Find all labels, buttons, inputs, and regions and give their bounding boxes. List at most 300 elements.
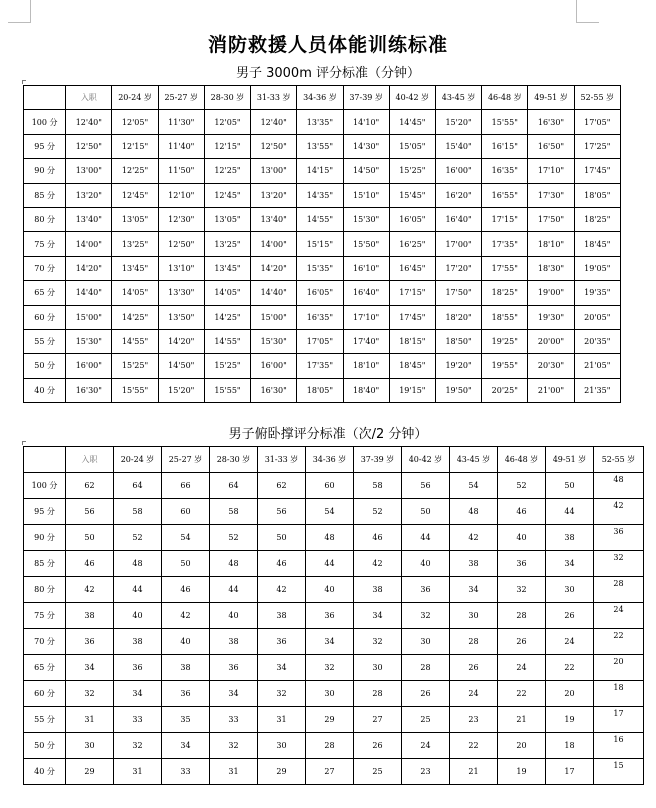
- table-cell: 16'20": [435, 183, 481, 207]
- table-cell: 58: [354, 473, 402, 499]
- pushup-score-table: [23, 446, 644, 785]
- table-cell: 40: [402, 551, 450, 577]
- row-score-label: 80 分: [24, 577, 66, 603]
- table-cell: 15'55": [482, 110, 528, 134]
- table-cell: 14'05": [112, 281, 158, 305]
- table-cell: 15: [594, 759, 644, 785]
- table-cell: 18'25": [482, 281, 528, 305]
- table-cell: 20'25": [482, 378, 528, 402]
- table-cell: 44: [114, 577, 162, 603]
- table-cell: 38: [162, 655, 210, 681]
- table-cell: 33: [114, 707, 162, 733]
- page-corner-mark-right: [576, 0, 599, 23]
- table-cell: 32: [66, 681, 114, 707]
- table-cell: 28: [354, 681, 402, 707]
- column-header-age-group: 25-27 岁: [162, 447, 210, 473]
- table-cell: 46: [66, 551, 114, 577]
- table-cell: 12'10": [158, 183, 204, 207]
- table-cell: 32: [306, 655, 354, 681]
- row-score-label: 95 分: [24, 134, 66, 158]
- column-header-intake: 入职: [66, 86, 112, 110]
- table-cell: 38: [210, 629, 258, 655]
- row-score-label: 50 分: [24, 354, 66, 378]
- table-cell: 30: [66, 733, 114, 759]
- table-row: [24, 499, 644, 525]
- table-cell: 15'45": [389, 183, 435, 207]
- table-cell: 27: [354, 707, 402, 733]
- table-cell: 12'45": [204, 183, 250, 207]
- row-score-label: 75 分: [24, 603, 66, 629]
- table-row: [24, 525, 644, 551]
- column-header-age-group: 25-27 岁: [158, 86, 204, 110]
- table-row: [24, 551, 644, 577]
- table-cell: 16'10": [343, 256, 389, 280]
- table-cell: 66: [162, 473, 210, 499]
- table-cell: 12'50": [251, 134, 297, 158]
- table-cell: 22: [594, 629, 644, 655]
- table-cell: 40: [498, 525, 546, 551]
- table-cell: 15'50": [343, 232, 389, 256]
- table-cell: 14'55": [112, 329, 158, 353]
- table-cell: 19'05": [574, 256, 620, 280]
- table-cell: 48: [306, 525, 354, 551]
- table-cell: 18: [594, 681, 644, 707]
- column-header-age-group: 40-42 岁: [389, 86, 435, 110]
- table-cell: 44: [306, 551, 354, 577]
- table-cell: 50: [546, 473, 594, 499]
- table-cell: 38: [450, 551, 498, 577]
- table-anchor-mark: [22, 80, 26, 84]
- table-cell: 14'15": [297, 159, 343, 183]
- table-cell: 12'50": [158, 232, 204, 256]
- table-cell: 31: [258, 707, 306, 733]
- table-cell: 16'30": [528, 110, 574, 134]
- table-cell: 24: [498, 655, 546, 681]
- table-cell: 13'35": [297, 110, 343, 134]
- table-cell: 11'50": [158, 159, 204, 183]
- column-header-age-group: 46-48 岁: [482, 86, 528, 110]
- table-cell: 16'40": [343, 281, 389, 305]
- table-cell: 13'55": [297, 134, 343, 158]
- table-cell: 14'20": [158, 329, 204, 353]
- table-cell: 24: [450, 681, 498, 707]
- column-header-age-group: 40-42 岁: [402, 447, 450, 473]
- table-cell: 48: [450, 499, 498, 525]
- table-cell: 13'40": [251, 207, 297, 231]
- table-row: [24, 354, 621, 378]
- table-cell: 32: [594, 551, 644, 577]
- table-cell: 12'40": [251, 110, 297, 134]
- table-cell: 33: [210, 707, 258, 733]
- row-score-label: 50 分: [24, 733, 66, 759]
- column-header-age-group: 43-45 岁: [435, 86, 481, 110]
- table-cell: 28: [306, 733, 354, 759]
- table-cell: 12'40": [66, 110, 112, 134]
- column-header-age-group: 49-51 岁: [528, 86, 574, 110]
- table-cell: 15'35": [297, 256, 343, 280]
- table-cell: 13'20": [66, 183, 112, 207]
- table-cell: 36: [594, 525, 644, 551]
- table-cell: 17'25": [574, 134, 620, 158]
- table-cell: 17'50": [435, 281, 481, 305]
- table-cell: 16'25": [389, 232, 435, 256]
- table-cell: 40: [306, 577, 354, 603]
- table-cell: 20: [594, 655, 644, 681]
- column-header-age-group: 34-36 岁: [297, 86, 343, 110]
- table-cell: 13'00": [251, 159, 297, 183]
- table-cell: 14'50": [158, 354, 204, 378]
- row-score-label: 55 分: [24, 707, 66, 733]
- column-header-age-group: 31-33 岁: [251, 86, 297, 110]
- table-cell: 17'05": [574, 110, 620, 134]
- table-cell: 17'15": [482, 207, 528, 231]
- table-cell: 42: [162, 603, 210, 629]
- table-cell: 34: [66, 655, 114, 681]
- row-score-label: 65 分: [24, 281, 66, 305]
- table-cell: 15'20": [158, 378, 204, 402]
- table-row: [24, 134, 621, 158]
- table-cell: 16'45": [389, 256, 435, 280]
- table-cell: 19'25": [482, 329, 528, 353]
- table-row: [24, 655, 644, 681]
- table-cell: 34: [546, 551, 594, 577]
- table-cell: 13'45": [112, 256, 158, 280]
- table-cell: 12'50": [66, 134, 112, 158]
- table-cell: 13'10": [158, 256, 204, 280]
- table-cell: 20'05": [574, 305, 620, 329]
- page-corner-mark-left: [8, 0, 31, 23]
- table-cell: 42: [258, 577, 306, 603]
- table-cell: 50: [258, 525, 306, 551]
- table-cell: 20: [498, 733, 546, 759]
- table-cell: 34: [450, 577, 498, 603]
- table-cell: 28: [594, 577, 644, 603]
- row-score-label: 70 分: [24, 629, 66, 655]
- table-row: [24, 577, 644, 603]
- table-cell: 60: [306, 473, 354, 499]
- column-header-age-group: 43-45 岁: [450, 447, 498, 473]
- table-cell: 31: [114, 759, 162, 785]
- table-cell: 21'35": [574, 378, 620, 402]
- table-row: [24, 629, 644, 655]
- table-cell: 11'30": [158, 110, 204, 134]
- table-cell: 17'10": [343, 305, 389, 329]
- table-cell: 18'30": [528, 256, 574, 280]
- table-cell: 19'20": [435, 354, 481, 378]
- column-header-age-group: 46-48 岁: [498, 447, 546, 473]
- table-cell: 17'20": [435, 256, 481, 280]
- table-cell: 18'15": [389, 329, 435, 353]
- table-cell: 13'05": [204, 207, 250, 231]
- table-cell: 15'30": [343, 207, 389, 231]
- table-cell: 13'25": [204, 232, 250, 256]
- column-header-age-group: 37-39 岁: [354, 447, 402, 473]
- table-cell: 27: [306, 759, 354, 785]
- table-cell: 24: [546, 629, 594, 655]
- table-cell: 14'00": [66, 232, 112, 256]
- table-cell: 50: [162, 551, 210, 577]
- table-cell: 13'50": [158, 305, 204, 329]
- table-cell: 46: [498, 499, 546, 525]
- table-cell: 32: [354, 629, 402, 655]
- table-cell: 29: [66, 759, 114, 785]
- table-cell: 16'35": [482, 159, 528, 183]
- table-cell: 14'55": [204, 329, 250, 353]
- table-cell: 17: [594, 707, 644, 733]
- column-header-age-group: 52-55 岁: [594, 447, 644, 473]
- table-cell: 62: [66, 473, 114, 499]
- table-cell: 52: [210, 525, 258, 551]
- column-header-age-group: 20-24 岁: [112, 86, 158, 110]
- pushup-table-title: 男子俯卧撑评分标准（次/2 分钟）: [228, 427, 428, 442]
- table-cell: 30: [306, 681, 354, 707]
- table-cell: 56: [258, 499, 306, 525]
- table-cell: 17'40": [343, 329, 389, 353]
- table-cell: 16'00": [251, 354, 297, 378]
- row-score-label: 85 分: [24, 551, 66, 577]
- table-row: [24, 378, 621, 402]
- table-cell: 17'55": [482, 256, 528, 280]
- table-cell: 20'00": [528, 329, 574, 353]
- table-cell: 32: [114, 733, 162, 759]
- table-row: [24, 603, 644, 629]
- table-cell: 54: [306, 499, 354, 525]
- table-cell: 16: [594, 733, 644, 759]
- run-3000m-score-table: [23, 85, 621, 403]
- table-cell: 14'20": [251, 256, 297, 280]
- table-cell: 15'25": [204, 354, 250, 378]
- table-cell: 13'00": [66, 159, 112, 183]
- table-cell: 17'45": [574, 159, 620, 183]
- table-cell: 48: [114, 551, 162, 577]
- table-cell: 58: [114, 499, 162, 525]
- table-cell: 15'05": [389, 134, 435, 158]
- table-cell: 12'15": [204, 134, 250, 158]
- table-cell: 56: [66, 499, 114, 525]
- table-row: [24, 183, 621, 207]
- table-cell: 29: [306, 707, 354, 733]
- table-cell: 44: [546, 499, 594, 525]
- table-cell: 15'25": [112, 354, 158, 378]
- table-row: [24, 207, 621, 231]
- table-cell: 16'00": [435, 159, 481, 183]
- table-cell: 46: [162, 577, 210, 603]
- run-3000m-table-title: 男子 3000m 评分标准（分钟）: [235, 66, 420, 81]
- table-cell: 18'10": [343, 354, 389, 378]
- table-row: [24, 305, 621, 329]
- table-cell: 42: [66, 577, 114, 603]
- column-header-age-group: 34-36 岁: [306, 447, 354, 473]
- table-cell: 13'45": [204, 256, 250, 280]
- table-cell: 17'45": [389, 305, 435, 329]
- table-cell: 14'40": [66, 281, 112, 305]
- table-cell: 15'15": [297, 232, 343, 256]
- table-cell: 18'55": [482, 305, 528, 329]
- table-cell: 34: [162, 733, 210, 759]
- table-header-row: [24, 86, 621, 110]
- header-corner-cell: [24, 86, 66, 110]
- table-cell: 14'30": [343, 134, 389, 158]
- table-cell: 19: [546, 707, 594, 733]
- column-header-age-group: 28-30 岁: [210, 447, 258, 473]
- table-cell: 20: [546, 681, 594, 707]
- table-row: [24, 733, 644, 759]
- table-row: [24, 281, 621, 305]
- table-cell: 14'00": [251, 232, 297, 256]
- table-cell: 18'05": [297, 378, 343, 402]
- table-cell: 16'50": [528, 134, 574, 158]
- table-cell: 34: [210, 681, 258, 707]
- table-cell: 60: [162, 499, 210, 525]
- table-row: [24, 232, 621, 256]
- table-cell: 16'30": [251, 378, 297, 402]
- row-score-label: 75 分: [24, 232, 66, 256]
- table-cell: 46: [258, 551, 306, 577]
- table-row: [24, 759, 644, 785]
- table-cell: 14'10": [343, 110, 389, 134]
- table-cell: 19: [498, 759, 546, 785]
- table-cell: 18'05": [574, 183, 620, 207]
- table-cell: 38: [114, 629, 162, 655]
- table-cell: 15'55": [112, 378, 158, 402]
- column-header-age-group: 52-55 岁: [574, 86, 620, 110]
- table-cell: 18'50": [435, 329, 481, 353]
- table-cell: 40: [210, 603, 258, 629]
- table-anchor-mark: [22, 441, 26, 445]
- row-score-label: 90 分: [24, 525, 66, 551]
- table-cell: 13'40": [66, 207, 112, 231]
- table-cell: 17'00": [435, 232, 481, 256]
- row-score-label: 40 分: [24, 378, 66, 402]
- table-cell: 17'35": [297, 354, 343, 378]
- row-score-label: 60 分: [24, 681, 66, 707]
- table-cell: 16'05": [389, 207, 435, 231]
- table-cell: 16'35": [297, 305, 343, 329]
- table-cell: 19'55": [482, 354, 528, 378]
- table-cell: 40: [114, 603, 162, 629]
- table-cell: 17'05": [297, 329, 343, 353]
- table-cell: 26: [354, 733, 402, 759]
- table-cell: 38: [258, 603, 306, 629]
- table-cell: 23: [402, 759, 450, 785]
- table-cell: 32: [258, 681, 306, 707]
- table-cell: 21'00": [528, 378, 574, 402]
- table-cell: 15'00": [66, 305, 112, 329]
- table-cell: 31: [210, 759, 258, 785]
- table-cell: 52: [354, 499, 402, 525]
- table-cell: 28: [402, 655, 450, 681]
- table-cell: 25: [402, 707, 450, 733]
- table-cell: 12'05": [204, 110, 250, 134]
- table-cell: 38: [354, 577, 402, 603]
- table-cell: 54: [450, 473, 498, 499]
- table-cell: 15'30": [251, 329, 297, 353]
- table-cell: 40: [162, 629, 210, 655]
- table-cell: 30: [402, 629, 450, 655]
- table-cell: 36: [258, 629, 306, 655]
- row-score-label: 90 分: [24, 159, 66, 183]
- table-cell: 36: [210, 655, 258, 681]
- table-cell: 42: [594, 499, 644, 525]
- table-cell: 16'30": [66, 378, 112, 402]
- table-cell: 13'05": [112, 207, 158, 231]
- table-cell: 23: [450, 707, 498, 733]
- table-cell: 18'25": [574, 207, 620, 231]
- column-header-intake: 入职: [66, 447, 114, 473]
- table-cell: 38: [66, 603, 114, 629]
- table-cell: 15'10": [343, 183, 389, 207]
- table-cell: 22: [498, 681, 546, 707]
- table-cell: 30: [354, 655, 402, 681]
- table-cell: 14'05": [204, 281, 250, 305]
- column-header-age-group: 31-33 岁: [258, 447, 306, 473]
- table-cell: 12'30": [158, 207, 204, 231]
- table-cell: 52: [114, 525, 162, 551]
- table-cell: 30: [450, 603, 498, 629]
- table-cell: 56: [402, 473, 450, 499]
- table-cell: 26: [450, 655, 498, 681]
- table-cell: 17'30": [528, 183, 574, 207]
- table-cell: 36: [66, 629, 114, 655]
- table-cell: 32: [210, 733, 258, 759]
- table-cell: 16'40": [435, 207, 481, 231]
- document-title: 消防救援人员体能训练标准: [207, 34, 448, 56]
- table-cell: 21'05": [574, 354, 620, 378]
- table-cell: 26: [498, 629, 546, 655]
- table-cell: 16'55": [482, 183, 528, 207]
- table-cell: 21: [450, 759, 498, 785]
- row-score-label: 60 分: [24, 305, 66, 329]
- table-cell: 26: [402, 681, 450, 707]
- table-cell: 36: [162, 681, 210, 707]
- table-cell: 24: [402, 733, 450, 759]
- table-cell: 15'20": [435, 110, 481, 134]
- table-cell: 50: [66, 525, 114, 551]
- table-cell: 14'40": [251, 281, 297, 305]
- table-cell: 36: [114, 655, 162, 681]
- table-cell: 17'15": [389, 281, 435, 305]
- row-score-label: 100 分: [24, 110, 66, 134]
- table-cell: 14'45": [389, 110, 435, 134]
- table-cell: 30: [258, 733, 306, 759]
- table-cell: 19'30": [528, 305, 574, 329]
- table-cell: 16'15": [482, 134, 528, 158]
- table-cell: 36: [402, 577, 450, 603]
- table-cell: 17'50": [528, 207, 574, 231]
- table-cell: 14'25": [204, 305, 250, 329]
- table-cell: 15'55": [204, 378, 250, 402]
- table-cell: 48: [210, 551, 258, 577]
- row-score-label: 70 分: [24, 256, 66, 280]
- table-cell: 12'45": [112, 183, 158, 207]
- table-cell: 46: [354, 525, 402, 551]
- table-cell: 35: [162, 707, 210, 733]
- table-cell: 18'10": [528, 232, 574, 256]
- table-cell: 20'35": [574, 329, 620, 353]
- table-cell: 18'45": [389, 354, 435, 378]
- table-cell: 25: [354, 759, 402, 785]
- table-cell: 28: [450, 629, 498, 655]
- table-cell: 18: [546, 733, 594, 759]
- table-cell: 36: [498, 551, 546, 577]
- table-cell: 32: [498, 577, 546, 603]
- table-cell: 38: [546, 525, 594, 551]
- table-cell: 58: [210, 499, 258, 525]
- table-row: [24, 110, 621, 134]
- table-cell: 16'00": [66, 354, 112, 378]
- table-cell: 42: [450, 525, 498, 551]
- header-corner-cell: [24, 447, 66, 473]
